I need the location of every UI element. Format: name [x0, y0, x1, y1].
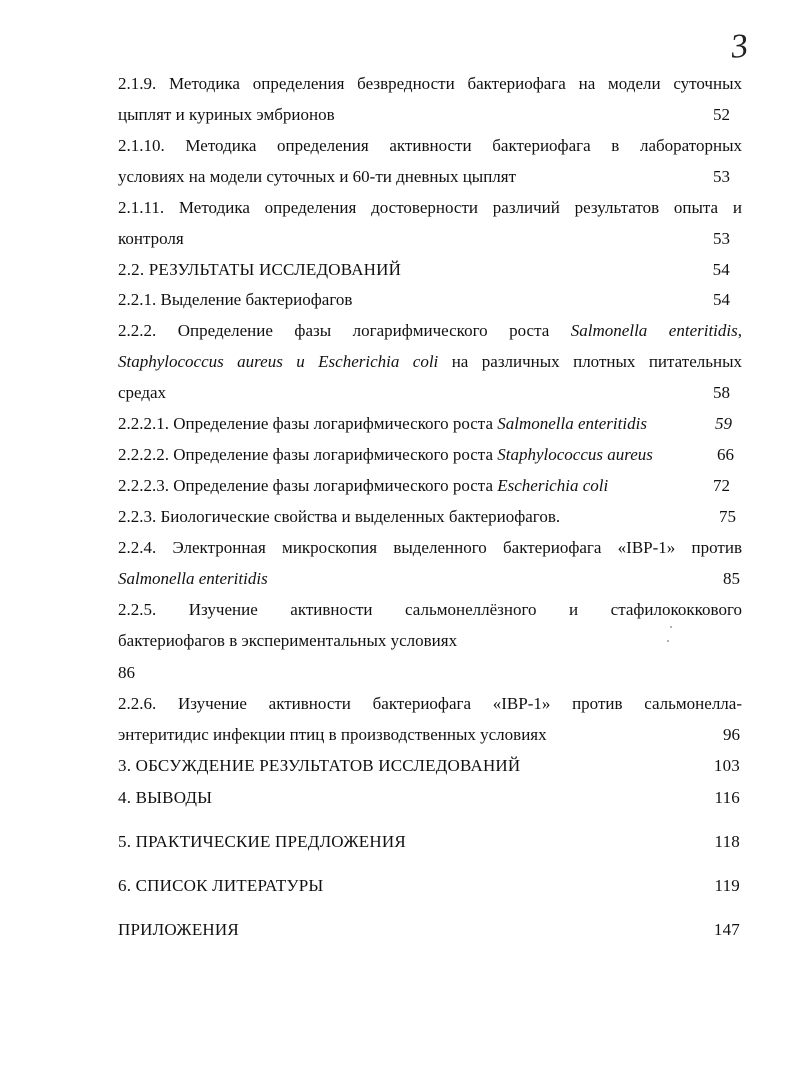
toc-page-number: 59: [715, 414, 732, 433]
toc-entry-text: условиях на модели суточных и 60-ти дневных цыплят: [118, 167, 517, 186]
toc-entry-2-2-5-line2: бактериофагов в экспериментальных условиях: [118, 631, 458, 650]
toc-entry-2-2-2-3: [118, 474, 742, 498]
toc-entry-text: 2.2.2.2. Определение фазы логарифмического роста: [118, 445, 493, 464]
toc-page-number: 53: [713, 229, 730, 248]
toc-entry-2-1-10-line2: [118, 165, 742, 189]
toc-entry-text: 6. СПИСОК ЛИТЕРАТУРЫ: [118, 876, 324, 895]
toc-page-number: 75: [719, 507, 736, 526]
toc-entry-text: 2.2. РЕЗУЛЬТАТЫ ИССЛЕДОВАНИЙ: [118, 260, 402, 279]
toc-page-number: 54: [713, 290, 730, 309]
toc-page-number: 118: [714, 832, 740, 851]
toc-entry-2-1-9-line1: 2.1.9. Методика определения безвредности бактериофага на модели суточных: [118, 74, 742, 93]
organism-name: Staphylococcus aureus: [497, 445, 653, 464]
toc-entry-text: ПРИЛОЖЕНИЯ: [118, 920, 239, 939]
toc-page-number: 116: [714, 788, 740, 807]
toc-page-number: 85: [723, 569, 740, 588]
toc-entry-text: 2.2.3. Биологические свойства и выделенных бактериофагов.: [118, 507, 561, 526]
toc-entry-2-2-6-line2: [118, 723, 742, 747]
toc-entry-text: контроля: [118, 229, 184, 248]
toc-entry-text: 2.2.1. Выделение бактериофагов: [118, 290, 353, 309]
toc-entry-2-1-9-line2: [118, 103, 742, 127]
organism-name: Salmonella enteritidis: [570, 321, 738, 340]
toc-page-number: 119: [714, 876, 740, 895]
toc-entry-text: 3. ОБСУЖДЕНИЕ РЕЗУЛЬТАТОВ ИССЛЕДОВАНИЙ: [118, 756, 521, 775]
toc-entry-2-1-11-line2: [118, 227, 742, 251]
toc-entry-appendix: [118, 918, 742, 942]
toc-entry-2-2: [118, 258, 742, 282]
toc-page-number: 58: [713, 383, 730, 402]
toc-entry-text: энтеритидис инфекции птиц в производственных условиях: [118, 725, 547, 744]
organism-name: Staphylococcus aureus u Escherichia coli: [118, 352, 439, 371]
toc-page-number: 52: [713, 105, 730, 124]
toc-page-number: 147: [713, 920, 740, 939]
toc-page-number: 66: [717, 445, 734, 464]
toc-entry-4: [118, 786, 742, 810]
toc-entry-2-1-10-line1: 2.1.10. Методика определения активности бактериофага в лабораторных: [118, 136, 742, 155]
toc-page-number: 86: [118, 663, 135, 682]
toc-entry-text: ,: [737, 321, 742, 340]
toc-entry-text: 2.2.2.1. Определение фазы логарифмического роста: [118, 414, 493, 433]
toc-entry-2-2-5-line1: 2.2.5. Изучение активности сальмонеллёзного и стафилококкового: [118, 600, 742, 619]
toc-entry-2-2-2-line1: [118, 319, 742, 343]
toc-entry-3: [118, 754, 742, 778]
toc-entry-text: на различных плотных питательных: [451, 352, 742, 371]
toc-entry-2-2-3: [118, 505, 742, 529]
organism-name: Salmonella enteritidis: [118, 569, 268, 588]
toc-entry-2-2-1: [118, 288, 742, 312]
handwritten-page-number: 3: [729, 27, 750, 66]
toc-entry-text: средах: [118, 383, 167, 402]
toc-entry-text: 2.2.2. Определение фазы логарифмического роста: [118, 321, 550, 340]
toc-entry-text: 4. ВЫВОДЫ: [118, 788, 213, 807]
toc-page-number: 54: [712, 260, 730, 279]
toc-entry-text: 2.2.2.3. Определение фазы логарифмического роста: [118, 476, 493, 495]
toc-page-number: 53: [713, 167, 730, 186]
toc-entry-6: [118, 874, 742, 898]
scan-speck: [670, 626, 672, 628]
organism-name: Salmonella enteritidis: [497, 414, 647, 433]
toc-entry-2-1-11-line1: 2.1.11. Методика определения достоверности различий результатов опыта и: [118, 198, 742, 217]
toc-entry-2-2-2-2: [118, 443, 742, 467]
toc-entry-2-2-2-1: [118, 412, 742, 436]
toc-entry-2-2-5-page-line: [118, 661, 742, 685]
toc-page-number: 72: [713, 476, 730, 495]
organism-name: Escherichia coli: [497, 476, 609, 495]
toc-page-number: 103: [713, 756, 740, 775]
toc-entry-2-2-4-line2: [118, 567, 742, 591]
toc-entry-5: [118, 830, 742, 854]
toc-entry-2-2-6-line1: 2.2.6. Изучение активности бактериофага «IBP-1» против сальмонелла-: [118, 694, 742, 713]
toc-entry-2-2-2-line3: [118, 381, 742, 405]
toc-page-number: 96: [723, 725, 740, 744]
scan-speck: [667, 640, 669, 642]
toc-entry-2-2-2-line2: [118, 350, 742, 374]
toc-entry-2-2-4-line1: 2.2.4. Электронная микроскопия выделенного бактериофага «IBP-1» против: [118, 538, 742, 557]
toc-entry-text: цыплят и куриных эмбрионов: [118, 105, 335, 124]
toc-entry-text: 5. ПРАКТИЧЕСКИЕ ПРЕДЛОЖЕНИЯ: [118, 832, 406, 851]
